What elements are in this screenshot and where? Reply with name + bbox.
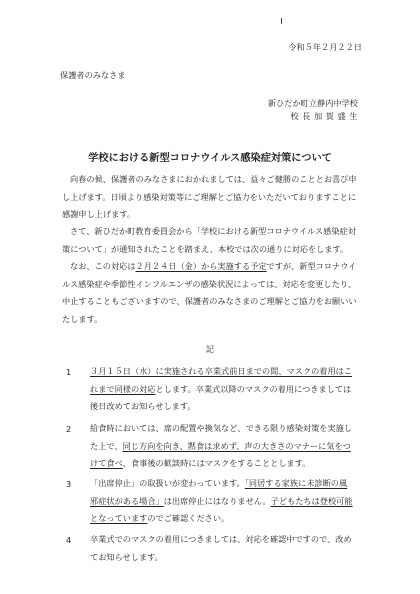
text-line xyxy=(90,438,352,456)
intro-paragraph-2 xyxy=(62,223,356,258)
text-line xyxy=(90,363,352,381)
item-number: 4 xyxy=(66,535,72,545)
intro-paragraph-1 xyxy=(62,171,357,224)
text-line: さて、新ひだか町教育委員会から「学校における新型コロナウイルス感染症対 xyxy=(70,226,356,236)
notice-item-1 xyxy=(90,363,352,416)
ki-heading: 記 xyxy=(205,344,215,354)
text-line: 中止することもございますので、保護者のみなさまのご理解とご協力をお願いい xyxy=(62,296,357,306)
text-line: てお知らせします。 xyxy=(90,551,163,562)
underlined-date: ２月２４日（金）から実施する予定 xyxy=(135,261,267,271)
notice-item-3 xyxy=(90,475,353,528)
underlined-text: れまで同様の対応 xyxy=(90,383,156,394)
item-number: 1 xyxy=(66,367,72,377)
text-line xyxy=(90,493,353,511)
text-span: とします。卒業式以降のマスクの着用につきましては xyxy=(155,383,352,394)
underlined-text: となっています xyxy=(90,513,148,523)
item-number: 2 xyxy=(66,424,72,434)
text-line xyxy=(90,510,353,528)
text-line: たします。 xyxy=(62,313,103,324)
underlined-text: けて食べ xyxy=(90,458,123,468)
text-line xyxy=(90,381,352,399)
text-line: 策について」が通知されたことを踏まえ、本校では次の通りに対応をします。 xyxy=(62,243,349,254)
text-line xyxy=(62,258,357,276)
underlined-text: 邪症状がある場合」 xyxy=(90,495,164,506)
addressee: 保護者のみなさま xyxy=(60,70,126,80)
text-span: 「出席停止」の取扱いが変わっています。 xyxy=(90,478,245,488)
scan-mark xyxy=(281,18,282,24)
principal-name: 校 長 加 賀 盛 生 xyxy=(290,111,358,121)
item-number: 3 xyxy=(66,479,72,489)
text-line: 向春の候、保護者のみなさまにおかれましては、益々ご健勝のこととお喜び申 xyxy=(70,174,357,184)
underlined-text: 子どもたちは登校可能 xyxy=(270,495,353,506)
text-span: 、食事後の歓談時にはマスクをすることとします。 xyxy=(122,458,311,468)
underlined-text: ３月１５日（水）に実施される卒業式前日までの間、マスクの着用はこ xyxy=(90,366,353,376)
intro-paragraph-3 xyxy=(62,258,357,328)
school-name: 新ひだか町立静内中学校 xyxy=(267,98,358,108)
notice-item-2 xyxy=(90,420,352,473)
text-span: は出席停止にはなりません。 xyxy=(163,495,271,506)
text-line: 後日改めてお知らせします。 xyxy=(90,401,196,411)
text-line: 感謝申し上げます。 xyxy=(62,209,136,219)
text-line: ルス感染症や季節性インフルエンザの感染状況によっては、対応を変更したり、 xyxy=(62,278,357,289)
date: 令和５年２月２２日 xyxy=(288,42,362,52)
text-line: 給食時においては、席の配置や換気など、できる限り感染対策を実施し xyxy=(90,423,353,433)
document-title: 学校における新型コロナウイルス感染症対策について xyxy=(88,153,332,164)
text-span: た上で、 xyxy=(90,440,123,451)
underlined-text: 「同居する家族に未診断の風 xyxy=(244,478,348,488)
text-line: 卒業式でのマスクの着用につきましては、対応を確認中ですので、改め xyxy=(90,534,352,544)
text-line: し上げます。日頃より感染対策等にご理解とご協力をいただいておりますことに xyxy=(62,191,357,202)
underlined-text: 同じ方向を向き、黙食は求めず、声の大きさのマナーに気をつ xyxy=(122,440,351,451)
text-span: なお、この対応は xyxy=(70,261,136,271)
notice-item-4 xyxy=(90,531,352,566)
text-span: ですが、新型コロナウイ xyxy=(266,261,357,271)
text-line xyxy=(90,455,352,473)
text-line xyxy=(90,475,353,493)
text-span: のでご確認ください。 xyxy=(147,513,230,523)
